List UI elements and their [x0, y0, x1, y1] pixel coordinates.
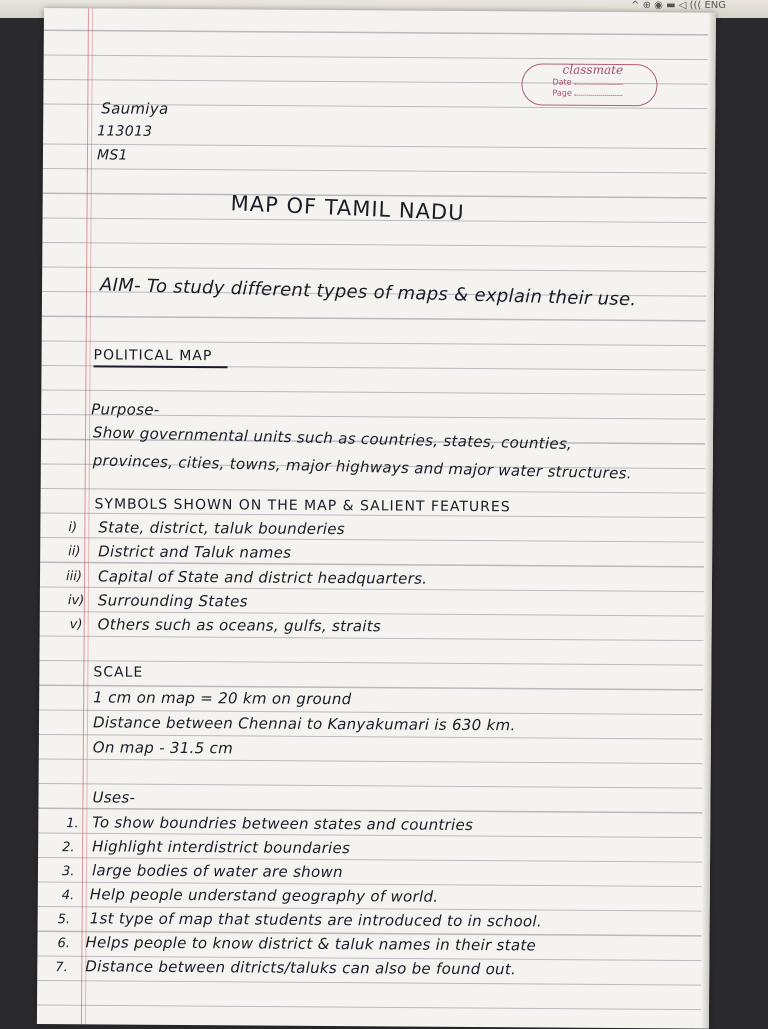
symbol-marker: iii): [65, 569, 83, 585]
page-title: MAP OF TAMIL NADU: [230, 191, 465, 226]
symbol-marker: iv): [67, 593, 85, 609]
purpose-line-2: provinces, cities, towns, major highways and major water structures.: [92, 451, 633, 483]
date-label: Date: [552, 77, 572, 87]
use-marker: 2.: [62, 840, 75, 856]
symbol-item: State, district, taluk bounderies: [98, 518, 346, 539]
use-item: To show boundries between states and countries: [92, 813, 474, 835]
purpose-heading: Purpose-: [91, 400, 160, 419]
scale-line-1: 1 cm on map = 20 km on ground: [93, 688, 352, 709]
use-marker: 4.: [61, 888, 75, 904]
heading-underline: [93, 365, 227, 367]
aim-statement: AIM- To study different types of maps & explain their use.: [99, 274, 637, 311]
symbol-marker: ii): [68, 544, 81, 560]
section-heading: POLITICAL MAP: [93, 347, 213, 365]
status-icons: ^ ⊕ ◉ ▬ ◁ ((( ENG: [631, 0, 726, 11]
page-field: [552, 89, 622, 98]
scale-line-2: Distance between Chennai to Kanyakumari is 630 km.: [92, 713, 516, 735]
date-field: [552, 78, 622, 87]
symbol-item: Others such as oceans, gulfs, straits: [97, 615, 382, 636]
use-marker: 1.: [66, 816, 79, 832]
symbol-item: Capital of State and district headquarters.: [97, 567, 428, 588]
uses-heading: Uses-: [92, 788, 136, 807]
use-marker: 5.: [57, 912, 71, 928]
use-item: Helps people to know district & taluk names in their state: [85, 933, 537, 955]
symbols-heading: SYMBOLS SHOWN ON THE MAP & SALIENT FEATURES: [94, 496, 511, 516]
page-label: Page: [552, 88, 572, 98]
brand-name: classmate: [562, 62, 624, 78]
symbol-item: Surrounding States: [97, 591, 248, 611]
purpose-line-1: Show governmental units such as countries, states, counties,: [92, 423, 573, 454]
use-item: Help people understand geography of world.: [89, 885, 439, 906]
student-name: Saumiya: [101, 99, 169, 118]
scale-line-3: On map - 31.5 cm: [92, 738, 234, 758]
use-marker: 6.: [57, 936, 70, 952]
use-item: Highlight interdistrict boundaries: [92, 837, 351, 858]
use-item: 1st type of map that students are introduced to in school.: [89, 909, 543, 931]
symbol-marker: v): [69, 617, 83, 633]
symbol-item: District and Taluk names: [98, 542, 292, 562]
class-section: MS1: [96, 147, 128, 164]
use-marker: 7.: [55, 960, 68, 976]
notebook-page: [37, 8, 716, 1029]
use-item: large bodies of water are shown: [91, 861, 343, 882]
scale-heading: SCALE: [93, 664, 144, 681]
symbol-marker: i): [68, 520, 78, 536]
use-item: Distance between ditricts/taluks can also be found out.: [85, 957, 517, 979]
roll-number: 113013: [97, 123, 153, 140]
page-edge: [701, 13, 716, 1029]
use-marker: 3.: [61, 864, 75, 880]
notebook-brand-stamp: [521, 63, 657, 106]
